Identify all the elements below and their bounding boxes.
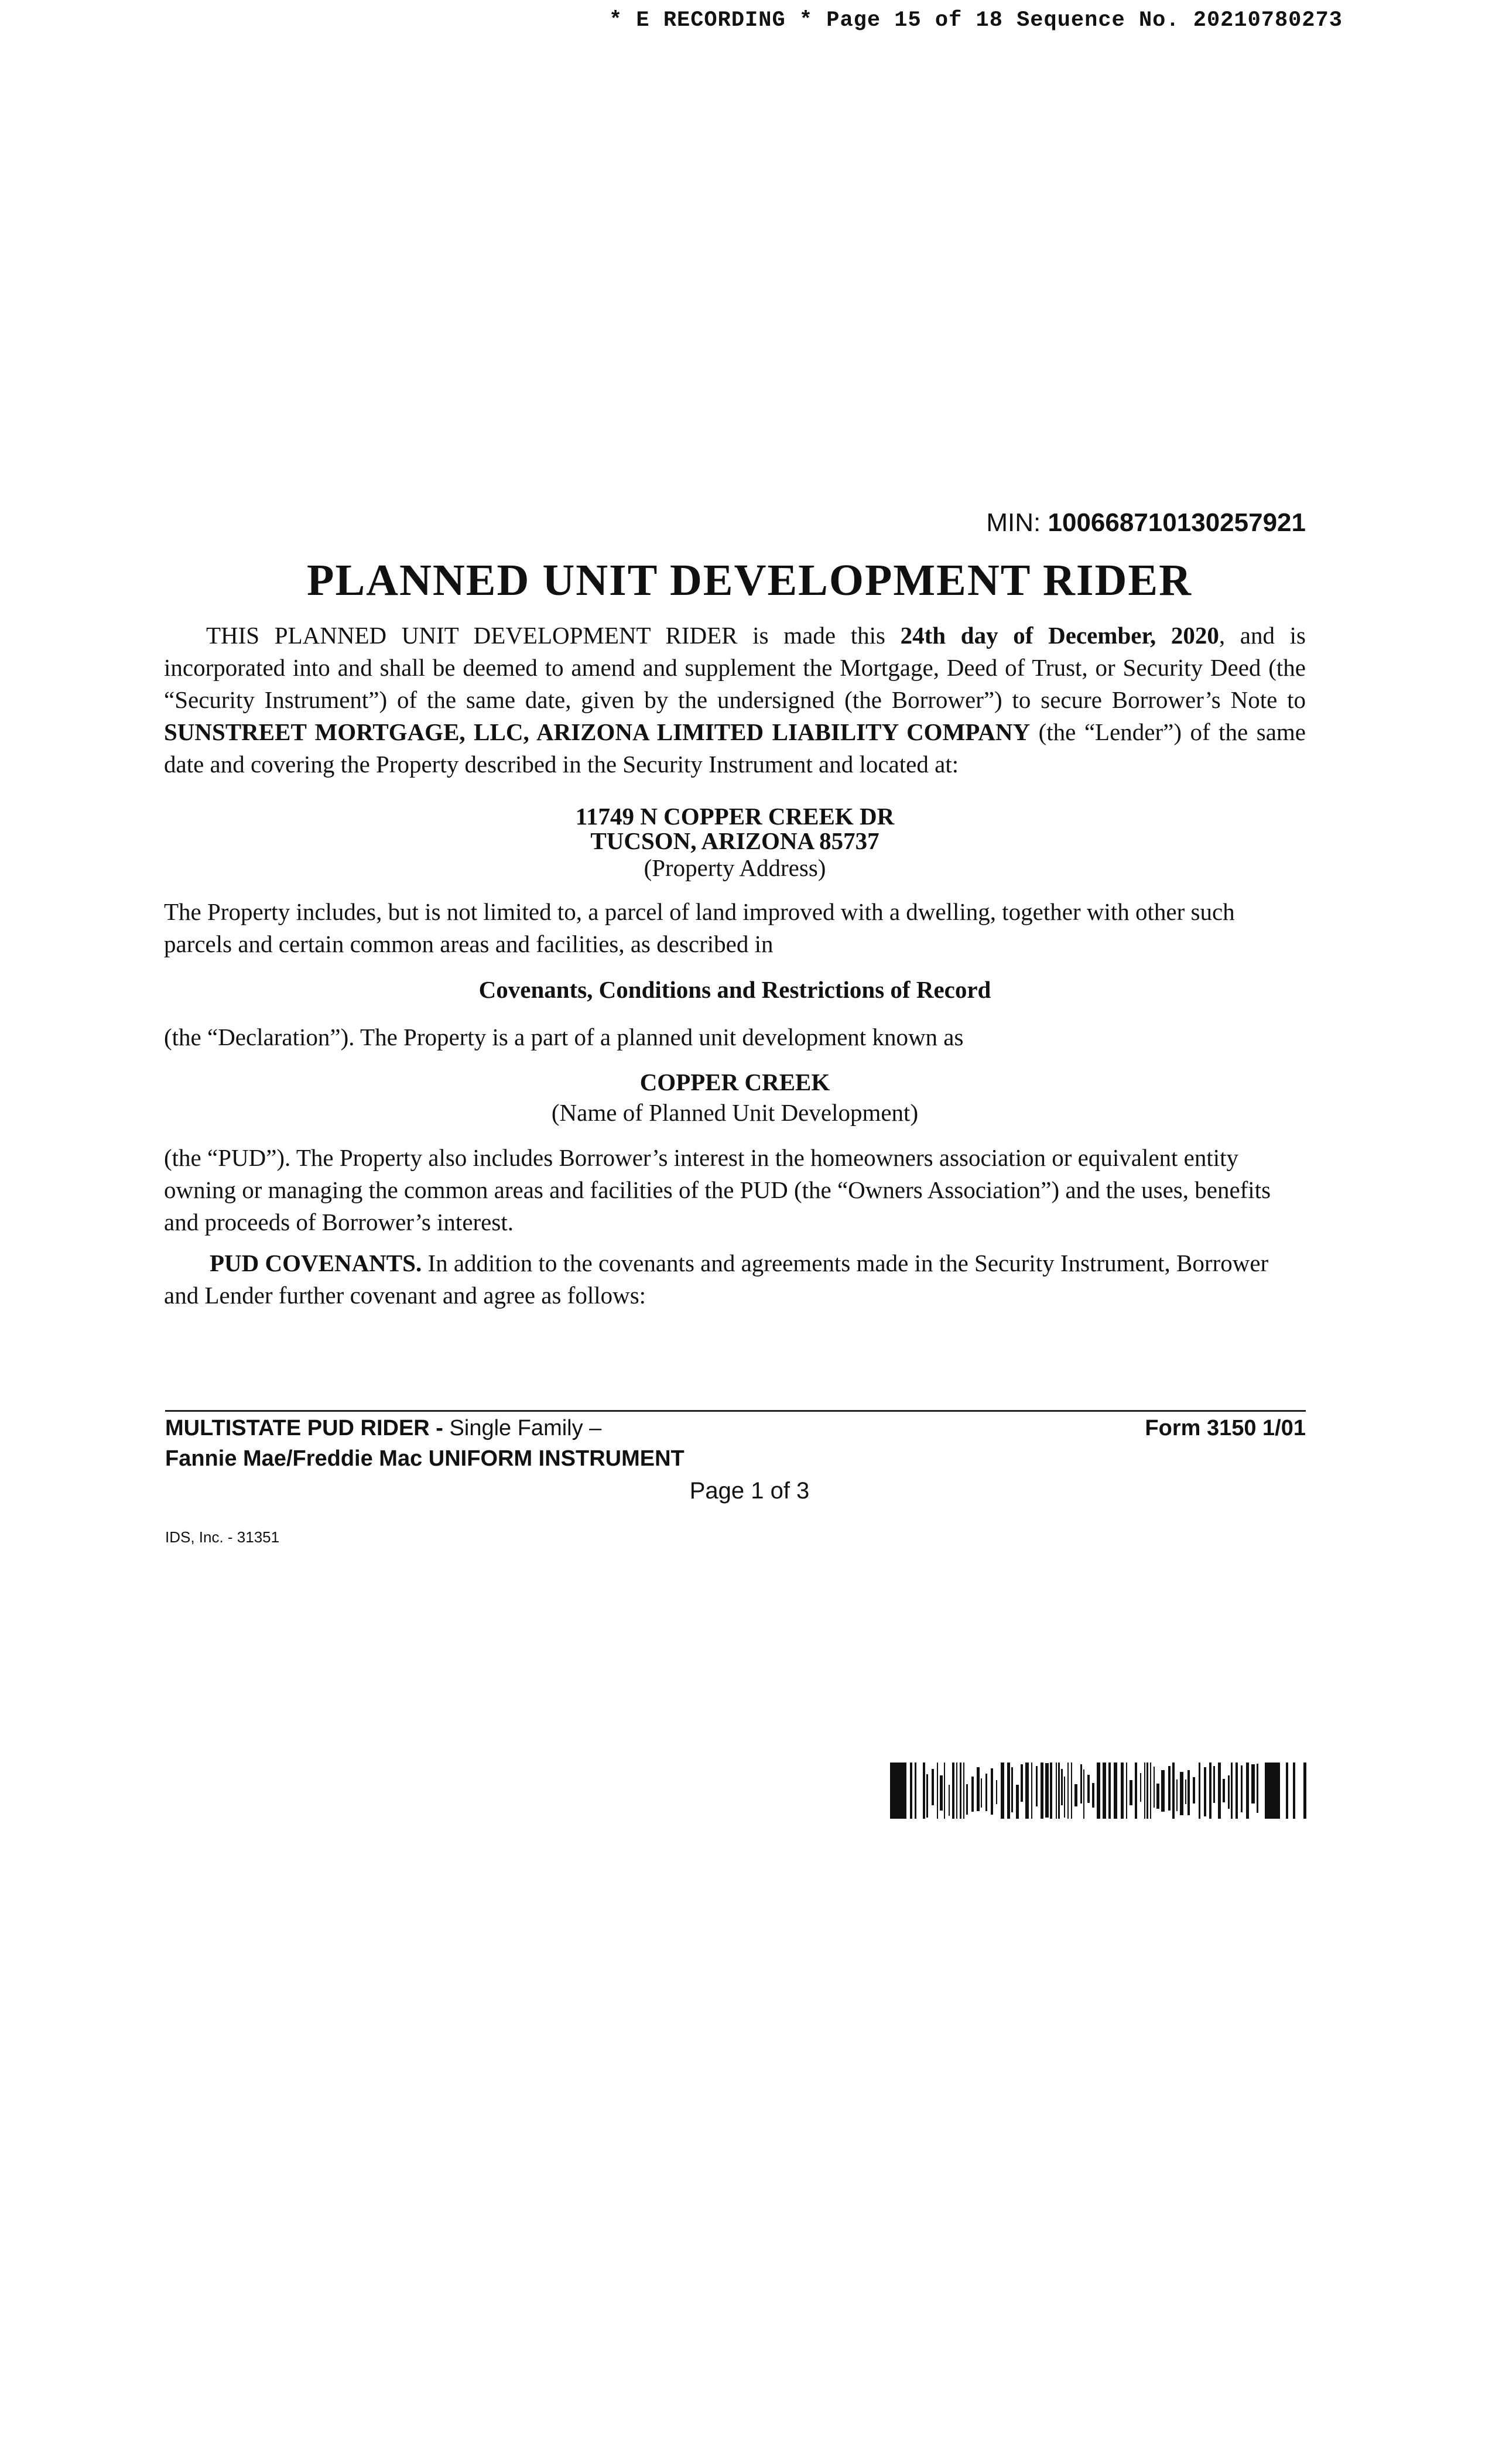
pud-paragraph: (the “PUD”). The Property also includes Borrower’s interest in the homeowners association or equivalent entity owning or managing the common areas and facilities of the PUD (the “Owners Association”) and the uses, benefits and proceeds of Borrower’s interest. <box>164 1144 1271 1236</box>
address-line-1: 11749 N COPPER CREEK DR <box>575 803 895 830</box>
intro-text-3: (the “Lender”) of the same date and covering the Property described in the Security Instrument and located at: <box>164 718 1306 778</box>
min-number <box>949 508 1306 538</box>
footer-rider-type: Single Family – <box>449 1416 602 1440</box>
footer-ids: IDS, Inc. - 31351 <box>165 1528 280 1546</box>
pud-caption: (Name of Planned Unit Development) <box>551 1099 919 1126</box>
min-value: 100668710130257921 <box>1048 508 1306 537</box>
intro-text-2: , and is incorporated into and shall be deemed to amend and supplement the Mortgage, Deed of Trust, or Security Deed (the “Security Instrument”) of the same date, given by the undersigned (the Borrower”) to secure Borrower’s Note to <box>164 622 1306 713</box>
intro-paragraph <box>164 620 1306 781</box>
rider-date: 24th day of December, 2020 <box>900 622 1219 649</box>
address-line-2: TUCSON, ARIZONA 85737 <box>590 827 879 854</box>
address-caption: (Property Address) <box>644 854 826 881</box>
declaration-name: Covenants, Conditions and Restrictions of Record <box>478 976 991 1003</box>
barcode-icon <box>890 1763 1312 1819</box>
declaration-paragraph: (the “Declaration”). The Property is a part of a planned unit development known as <box>164 1024 964 1050</box>
footer-rider-name: MULTISTATE PUD RIDER - <box>165 1416 450 1440</box>
pud-covenants-heading: PUD COVENANTS. <box>210 1250 422 1277</box>
recording-stamp: * E RECORDING * Page 15 of 18 Sequence No. 20210780273 <box>609 8 1343 33</box>
pud-name: COPPER CREEK <box>639 1069 830 1096</box>
property-paragraph: The Property includes, but is not limited to, a parcel of land improved with a dwelling, together with other such parcels and certain common areas and facilities, as described in <box>164 898 1235 957</box>
footer-instrument: Fannie Mae/Freddie Mac UNIFORM INSTRUMENT <box>165 1446 685 1471</box>
footer-form-title <box>165 1416 601 1441</box>
document-title: PLANNED UNIT DEVELOPMENT RIDER <box>307 556 1192 605</box>
pud-covenants-paragraph <box>164 1247 1306 1312</box>
lender-name: SUNSTREET MORTGAGE, LLC, ARIZONA LIMITED LIABILITY COMPANY <box>164 718 1031 745</box>
pud-covenants-text: In addition to the covenants and agreements made in the Security Instrument, Borrower and Lender further covenant and agree as follows: <box>164 1250 1269 1309</box>
footer-form-number: Form 3150 1/01 <box>1145 1416 1306 1440</box>
intro-text-1: THIS PLANNED UNIT DEVELOPMENT RIDER is made this <box>206 622 901 649</box>
footer-rule <box>165 1410 1306 1412</box>
min-label: MIN: <box>986 508 1041 537</box>
footer-page-number: Page 1 of 3 <box>689 1478 810 1504</box>
